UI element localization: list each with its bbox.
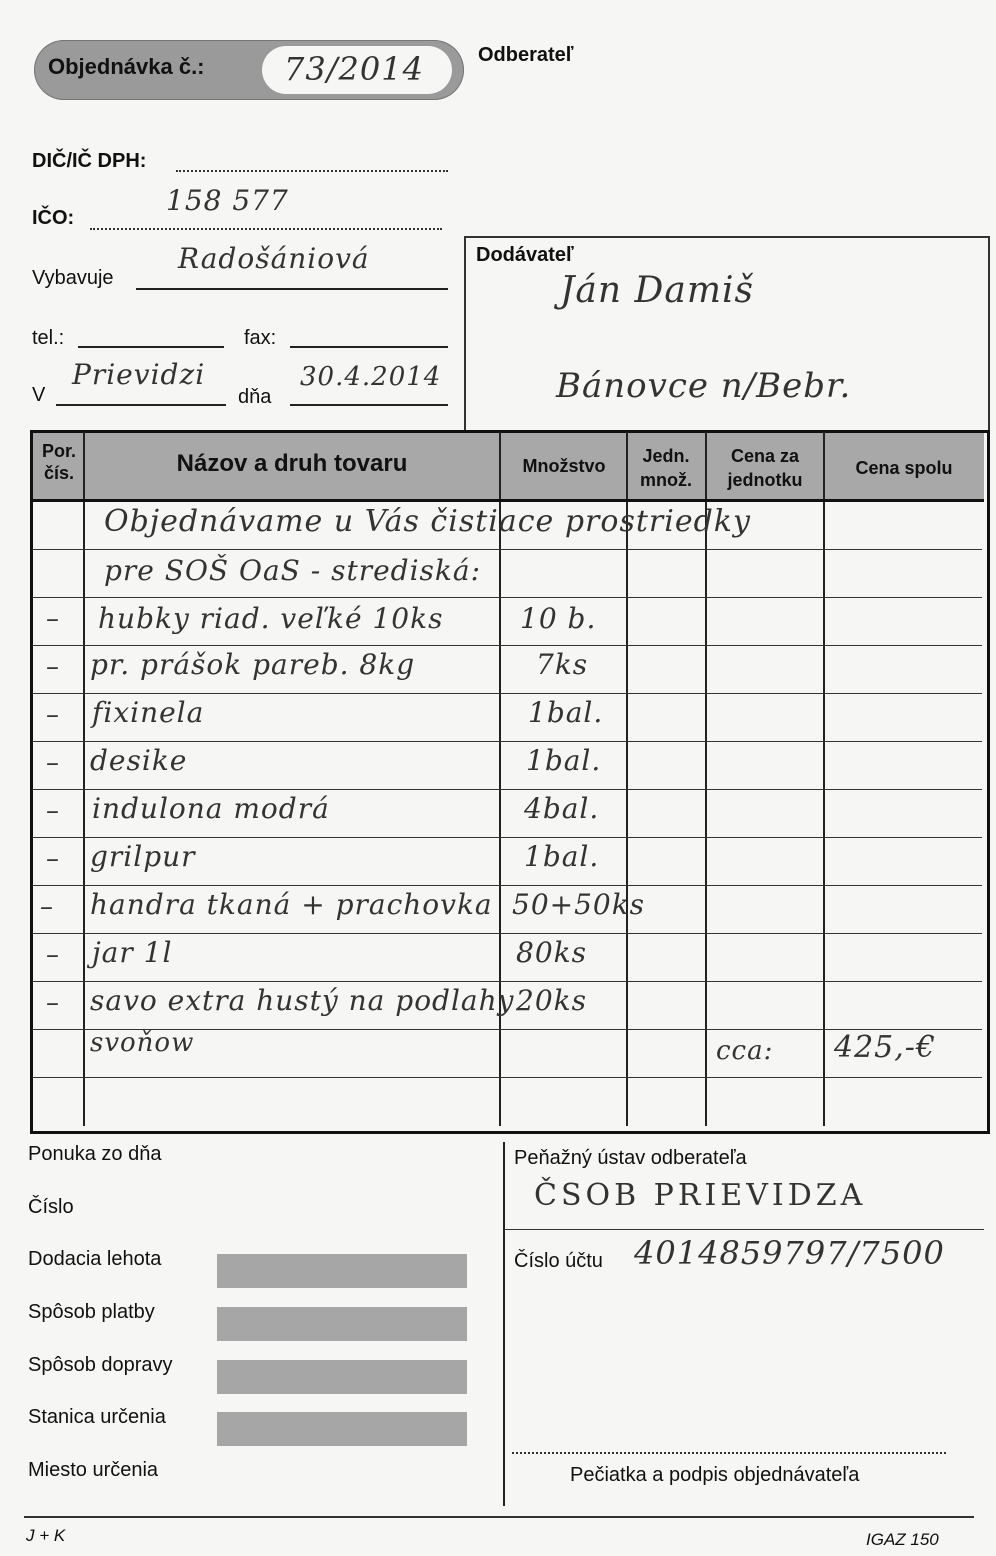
date-field[interactable] bbox=[290, 404, 448, 406]
table-row-num: – bbox=[46, 604, 60, 634]
col-header-unit: Jedn. množ. bbox=[640, 446, 692, 490]
number-label: Číslo bbox=[28, 1196, 74, 1218]
row-line bbox=[32, 693, 982, 694]
col-header-name: Názov a druh tovaru bbox=[176, 450, 408, 477]
row-line bbox=[32, 885, 982, 886]
payment-method-label: Spôsob platby bbox=[28, 1301, 155, 1323]
table-row-num: – bbox=[46, 652, 60, 682]
footer-divider bbox=[503, 1142, 505, 1506]
delivery-term-label: Dodacia lehota bbox=[28, 1248, 162, 1270]
approx-total: 425,-€ bbox=[834, 1030, 937, 1065]
tel-field[interactable] bbox=[78, 346, 224, 348]
place-prefix: V bbox=[32, 384, 46, 406]
offer-date-label: Ponuka zo dňa bbox=[28, 1143, 162, 1165]
supplier-city: Bánovce n/Bebr. bbox=[556, 366, 852, 406]
table-row-qty: 4bal. bbox=[524, 792, 600, 825]
delivery-term-field[interactable] bbox=[217, 1254, 467, 1288]
header-divider bbox=[30, 499, 984, 502]
col-divider bbox=[823, 432, 825, 1126]
transport-method-field[interactable] bbox=[217, 1360, 467, 1394]
bank-value: ČSOB PRIEVIDZA bbox=[534, 1178, 867, 1213]
place-field[interactable] bbox=[56, 404, 226, 406]
table-row-name: hubky riad. veľké 10ks bbox=[98, 602, 444, 635]
form-code: IGAZ 150 bbox=[866, 1530, 939, 1549]
destination-station-field[interactable] bbox=[217, 1412, 467, 1446]
table-row-name: handra tkaná + prachovka bbox=[90, 888, 493, 921]
order-number-value: 73/2014 bbox=[284, 50, 424, 88]
row-line bbox=[32, 597, 982, 598]
transport-method-label: Spôsob dopravy bbox=[28, 1354, 173, 1376]
fax-label: fax: bbox=[244, 327, 277, 349]
supplier-label: Dodávateľ bbox=[476, 244, 574, 266]
bank-divider bbox=[504, 1229, 984, 1230]
table-row-qty: 50+50ks bbox=[512, 888, 646, 921]
row-line bbox=[32, 645, 982, 646]
bank-label: Peňažný ústav odberateľa bbox=[514, 1147, 747, 1169]
vat-label: DIČ/IČ DPH: bbox=[32, 150, 147, 172]
date-value: 30.4.2014 bbox=[300, 362, 442, 392]
date-label: dňa bbox=[238, 386, 272, 408]
table-row-name: indulona modrá bbox=[92, 792, 330, 825]
supplier-name: Ján Damiš bbox=[560, 270, 754, 311]
table-row-name: pr. prášok pareb. 8kg bbox=[90, 648, 416, 681]
bottom-rule bbox=[24, 1516, 974, 1518]
table-row-num: – bbox=[46, 940, 60, 970]
table-row-name: Objednávame u Vás čistiace prostriedky bbox=[104, 504, 751, 539]
table-row-num: – bbox=[46, 796, 60, 826]
stamp-signature-label: Pečiatka a podpis objednávateľa bbox=[570, 1464, 860, 1486]
ico-field[interactable] bbox=[90, 228, 442, 230]
row-line bbox=[32, 789, 982, 790]
handled-by-label: Vybavuje bbox=[32, 267, 114, 289]
approx-label: cca: bbox=[716, 1036, 774, 1066]
table-row-qty: 20ks bbox=[516, 984, 587, 1017]
table-row-name: jar 1l bbox=[92, 936, 173, 969]
customer-label: Odberateľ bbox=[478, 44, 574, 66]
table-row-name: fixinela bbox=[92, 696, 205, 729]
account-value: 4014859797/7500 bbox=[634, 1234, 945, 1272]
tel-label: tel.: bbox=[32, 327, 65, 349]
table-row-name: pre SOŠ OaS - strediská: bbox=[104, 554, 482, 587]
table-row-num: – bbox=[46, 988, 60, 1018]
row-line bbox=[32, 981, 982, 982]
table-row-qty: 1bal. bbox=[528, 696, 604, 729]
table-row-qty: 1bal. bbox=[526, 744, 602, 777]
order-label: Objednávka č.: bbox=[48, 54, 205, 79]
destination-place-label: Miesto určenia bbox=[28, 1459, 159, 1481]
col-header-qty: Množstvo bbox=[522, 456, 606, 476]
ico-label: IČO: bbox=[32, 207, 75, 229]
table-row-name: grilpur bbox=[90, 840, 196, 873]
table-row-num: – bbox=[46, 748, 60, 778]
table-row-name: desike bbox=[90, 744, 188, 777]
col-divider bbox=[83, 432, 85, 1126]
col-header-unit-price: Cena za jednotku bbox=[727, 446, 803, 490]
handled-by-value: Radošániová bbox=[178, 242, 370, 275]
col-header-total: Cena spolu bbox=[855, 458, 953, 478]
payment-method-field[interactable] bbox=[217, 1307, 467, 1341]
row-line bbox=[32, 549, 982, 550]
table-row-qty: 10 b. bbox=[520, 602, 597, 635]
signature-field[interactable] bbox=[512, 1452, 946, 1454]
table-row-num: – bbox=[40, 892, 54, 922]
row-line bbox=[32, 933, 982, 934]
col-header-num: Por. čís. bbox=[41, 441, 76, 483]
left-code: J + K bbox=[26, 1526, 66, 1545]
place-value: Prievidzi bbox=[72, 358, 206, 391]
table-row-qty: 80ks bbox=[516, 936, 587, 969]
ico-value: 158 577 bbox=[166, 184, 289, 217]
table-row-qty: 7ks bbox=[536, 648, 589, 681]
table-row-qty: 1bal. bbox=[524, 840, 600, 873]
account-label: Číslo účtu bbox=[514, 1250, 603, 1272]
row-line bbox=[32, 1077, 982, 1078]
table-row-num: – bbox=[46, 700, 60, 730]
row-line bbox=[32, 741, 982, 742]
table-row-name: savo extra hustý na podlahy bbox=[90, 984, 515, 1017]
fax-field[interactable] bbox=[290, 346, 448, 348]
table-row-name: svoňow bbox=[90, 1028, 195, 1058]
row-line bbox=[32, 837, 982, 838]
destination-station-label: Stanica určenia bbox=[28, 1406, 166, 1428]
handled-by-field[interactable] bbox=[136, 288, 448, 290]
vat-field[interactable] bbox=[176, 170, 448, 172]
table-row-num: – bbox=[46, 844, 60, 874]
